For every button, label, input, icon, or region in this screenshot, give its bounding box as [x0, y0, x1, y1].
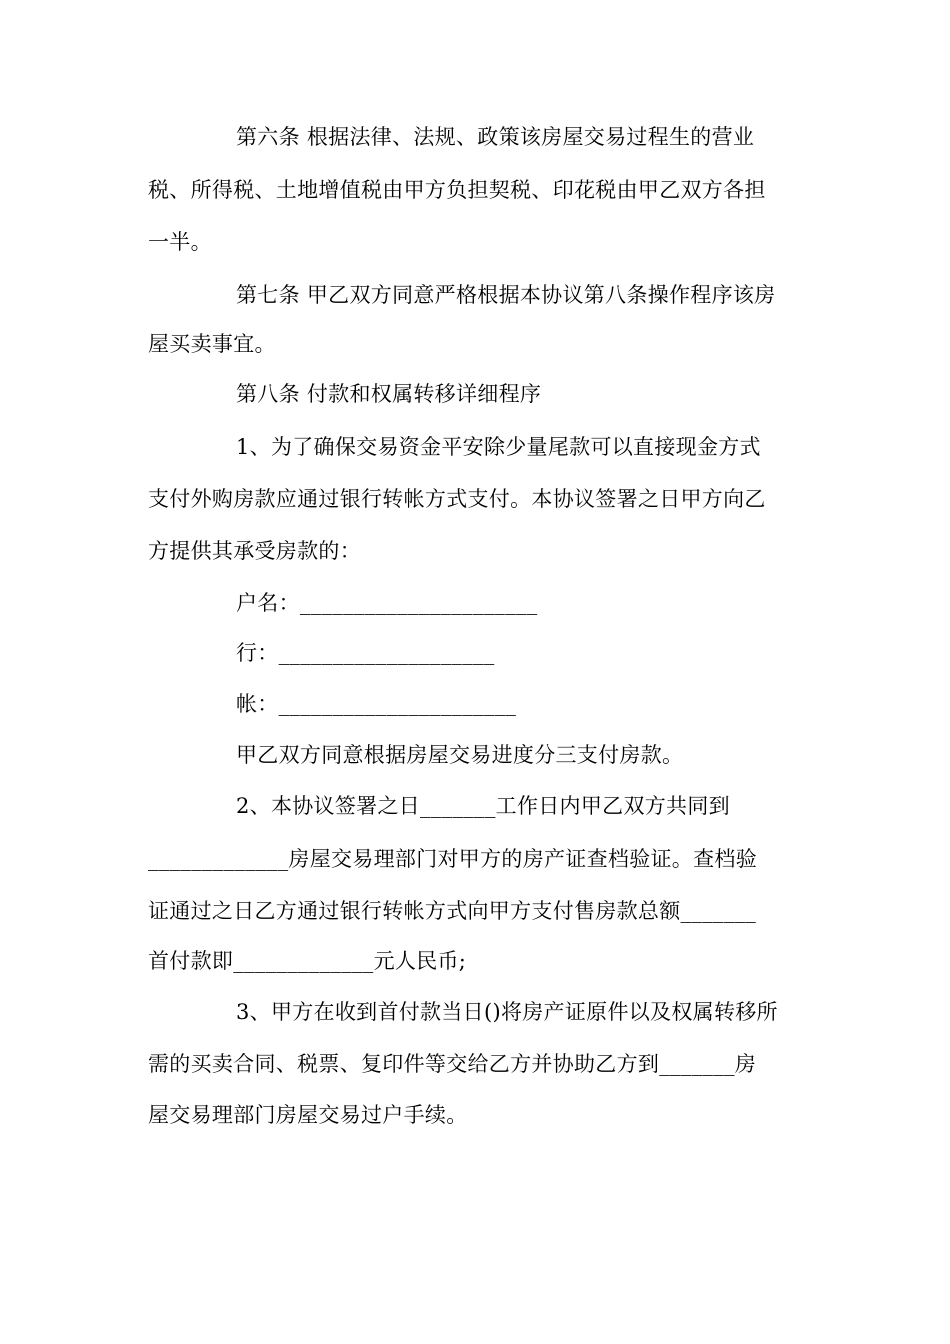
article-6-line-3: 一半。: [148, 230, 212, 254]
clause-1-line-2: 支付外购房款应通过银行转帐方式支付。本协议签署之日甲方向乙: [148, 487, 766, 511]
bank-field: 行：____________________: [236, 641, 495, 665]
clause-1-line-1: 1、为了确保交易资金平安除少量尾款可以直接现金方式: [236, 435, 761, 459]
clause-2-line-2: _____________房屋交易理部门对甲方的房产证查档验证。查档验: [148, 847, 757, 871]
article-6-line-1: 第六条 根据法律、法规、政策该房屋交易过程生的营业: [236, 125, 755, 149]
account-name-field: 户名：______________________: [236, 591, 538, 615]
clause-3-line-3: 屋交易理部门房屋交易过户手续。: [148, 1103, 468, 1127]
clause-2-line-4: 首付款即_____________元人民币;: [148, 949, 467, 973]
article-7-line-1: 第七条 甲乙双方同意严格根据本协议第八条操作程序该房: [236, 283, 776, 307]
clause-2-line-3: 证通过之日乙方通过银行转帐方式向甲方支付售房款总额_______: [148, 899, 757, 923]
clause-1-line-3: 方提供其承受房款的：: [148, 539, 361, 563]
clause-2-line-1: 2、本协议签署之日_______工作日内甲乙双方共同到: [236, 794, 730, 818]
clause-3-line-1: 3、甲方在收到首付款当日()将房产证原件以及权属转移所: [236, 1000, 778, 1024]
article-7-line-2: 屋买卖事宜。: [148, 332, 276, 356]
article-6-line-2: 税、所得税、土地增值税由甲方负担契税、印花税由甲乙双方各担: [148, 178, 766, 202]
payment-schedule-line: 甲乙双方同意根据房屋交易进度分三支付房款。: [236, 743, 684, 767]
article-8-heading: 第八条 付款和权属转移详细程序: [236, 382, 542, 406]
clause-3-line-2: 需的买卖合同、税票、复印件等交给乙方并协助乙方到_______房: [148, 1052, 757, 1076]
account-number-field: 帐：______________________: [236, 692, 517, 716]
